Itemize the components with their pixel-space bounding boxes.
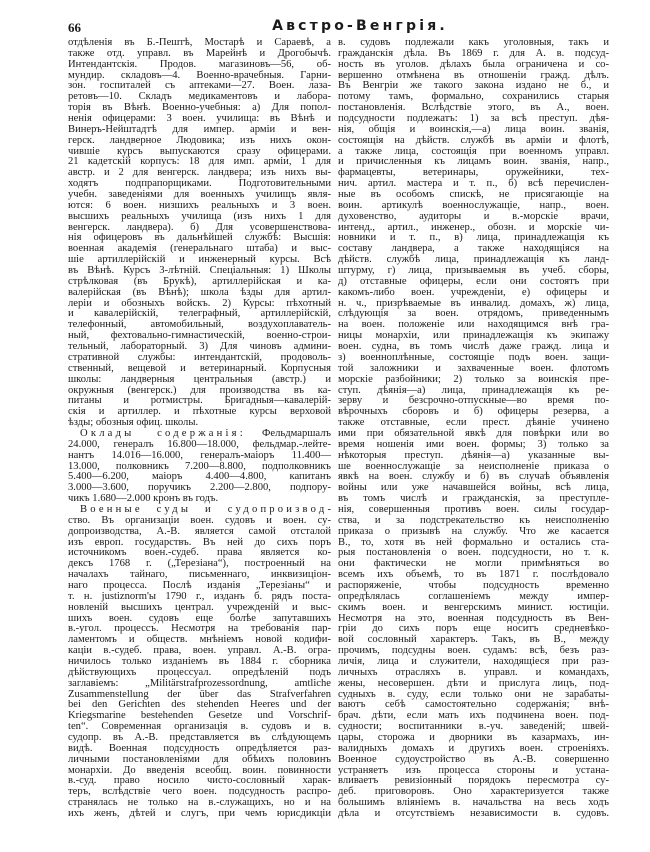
text-line: дѣла и отсутствіемъ независимости в. судовъ. (338, 808, 609, 820)
paragraph (68, 38, 331, 429)
text-line: деб. приговоровъ. Оно характеризуется также (338, 786, 609, 798)
text-line: ретовъ—10. Складъ медикаментовъ и лабора- (68, 91, 331, 103)
text-line: источникомъ воен.-судеб. права является ко- (68, 547, 331, 559)
text-line: личными постановленіями для обѣихъ половинъ (68, 753, 331, 765)
text-line: вершенно отмѣнена въ отношеніи гражд. дѣлъ. (338, 69, 609, 81)
text-line: въ Вѣнѣ. Курсъ 3-лѣтній. Спеціальныя: 1) Школы (68, 265, 331, 277)
text-line: зерву и безсрочно-отпускные—во время по- (338, 395, 609, 407)
text-line: они фактически не могли примѣняться во (338, 558, 609, 570)
text-line: новленій высшихъ централ. учрежденій и выс- (68, 601, 331, 613)
text-line: той заложники и захваченные воен. флотомъ (338, 362, 609, 374)
text-line: большимъ вліяніемъ в. начальства на весь ходъ (338, 797, 609, 809)
text-line: личныхъ отрасляхъ в. управл. и командахъ, (338, 666, 609, 678)
text-line: приказа о призывѣ на службу. Что же касается (338, 525, 609, 537)
text-line: шихъ воен. судовъ еще болѣе запутавшихъ (68, 612, 331, 624)
text-line: вливаетъ ревизіонный порядокъ пересмотра су- (338, 775, 609, 787)
text-line: судности; воспитанники в.-уч. заведеній; швей- (338, 721, 609, 733)
text-line: ходятъ подпрапорщиками. Подготовительными (68, 178, 331, 190)
text-line: ницы монархіи, или принадлежащія къ экипажу (338, 330, 609, 342)
text-line: высшихъ реальныхъ училища (изъ нихъ 1 для (68, 210, 331, 222)
text-line: В., то, хотя въ ней формально и остались ста- (338, 536, 609, 548)
text-line: нич. артил. мастера и т. п., б) всѣ перечислен- (338, 178, 609, 190)
text-line: стрѣлковая (въ Брукѣ), артиллерійская и ка- (68, 275, 331, 287)
text-line: теръ, вслѣдствіе чего воен. подсудность распро- (68, 786, 331, 798)
text-line: нантъ 14.016—16.000, генералъ-маіоръ 11.400— (68, 449, 331, 461)
text-line: морскіе разбойники; 2) только за воинскія пре- (338, 373, 609, 385)
text-line: штурму, г) лица, призываемыя въ учеб. сборы, (338, 265, 609, 277)
text-line: торія въ Вѣнѣ. Военно-учебныя: а) Для попол- (68, 102, 331, 114)
text-line: гріи до сихъ поръ еще носитъ средневѣко- (338, 623, 609, 635)
text-line: видѣ. Военная подсудность опредѣляется раз- (68, 742, 331, 754)
text-line: заглавіемъ: „Militärstrafprozessordnung, amtliche (68, 677, 331, 689)
text-line: опредѣлялась соглашеніемъ между импер- (338, 590, 609, 602)
text-line: какомъ-либо воен. учрежденіи, е) офицеры и (338, 286, 609, 298)
text-line: началахъ тайнаго, письменнаго, инквизиціон- (68, 569, 331, 581)
text-line: и причисленныя къ лицамъ воин. званія, напр., (338, 156, 609, 168)
text-line: питаны и ротмистры. Бригадныя—кавалерій- (68, 395, 331, 407)
text-line: ность въ уголов. дѣлахъ была ограничена и со- (338, 58, 609, 70)
text-line: ихъ женъ, дѣтей и слугъ, при чемъ юрисдикціи (68, 808, 331, 820)
text-line: нія, общія и воинскія,—а) лица воин. званія, (338, 123, 609, 135)
text-line: военная академія (генеральнаго штаба) и выс- (68, 243, 331, 255)
text-line: ше военнослужащіе за неисполненіе приказа о (338, 460, 609, 472)
text-line: также отд. управл. въ Марейнѣ и Дрогобычѣ. (68, 47, 331, 59)
text-line: странялась не только на в.-служащихъ, но и на (68, 797, 331, 809)
text-line: дѣйств. службѣ лица, принадлежащія къ ланд- (338, 254, 609, 266)
text-line: устраняетъ изъ процесса стороны и устана- (338, 764, 609, 776)
text-line: судныхъ в. суду, если только они не зарабаты- (338, 688, 609, 700)
text-line: явкѣ на воен. службу и б) въ случаѣ объявленія (338, 471, 609, 483)
text-line: чившіе курсъ выпускаются сразу офицерами. (68, 145, 331, 157)
text-line: стративной службы: интендантскій, продоволь- (68, 351, 331, 363)
text-line: венгерск. ландвера). б) Для усовершенствова- (68, 221, 331, 233)
text-line: составу ландвера, а также находящіяся на (338, 243, 609, 255)
page-number: 66 (68, 20, 81, 35)
text-line: допроизводства, А.-В. является самой отсталой (68, 525, 331, 537)
text-line: а также лица, состоящія при военномъ управл. (338, 145, 609, 157)
running-title: Австро-Венгрія. (272, 18, 448, 34)
text-line: духовенство, аудиторы и в.-морскіе врачи, (338, 210, 609, 222)
text-line: австр. и 2 для венгерск. ландвера; изъ нихъ вы- (68, 167, 331, 179)
text-line: новники и т. п., в) лица, принадлежащія къ (338, 232, 609, 244)
text-line: ственный, вещевой и ветеринарный. Корпусныя (68, 362, 331, 374)
text-line: Несмотря на это, военная подсудность въ Вен- (338, 612, 609, 624)
text-line: валидныхъ домахъ и другихъ воен. строеніяхъ. (338, 742, 609, 754)
text-line: з) военноплѣнные, состоящіе подъ воен. защи- (338, 351, 609, 363)
text-line: ten“. Современная организація в. судовъ и в. (68, 721, 331, 733)
text-line: постановленія. Вслѣдствіе этого, въ А., воен. (338, 102, 609, 114)
text-line: вѣрочныхъ сборовъ и б) офицеры резерва, а (338, 406, 609, 418)
text-line: окружныя (венгерск.) для производства въ ка- (68, 384, 331, 396)
text-line: леріи и обозныхъ войскъ. 2) Курсы: пѣхотный (68, 297, 331, 309)
text-line: потому тамъ, формально, сохранились старыя (338, 91, 609, 103)
text-line: подсудности подлежатъ: 1) за всѣ преступ. дѣя- (338, 113, 609, 125)
text-line: фармацевты, ветеринары, оружейники, тех- (338, 167, 609, 179)
text-line: вой сословный характеръ. Такъ, въ В., между (338, 634, 609, 646)
text-line: состоящія на дѣйств. службѣ въ арміи и флотѣ, (338, 134, 609, 146)
text-line: судопр. въ А.-В. представляется въ слѣдующемъ (68, 732, 331, 743)
text-line: школы: ландверныя центральныя (австр.) и (68, 373, 331, 385)
paragraph (68, 429, 331, 505)
text-line: учебн. заведеніями для военныхъ училищъ явля- (68, 189, 331, 201)
paragraph (68, 505, 331, 820)
right-column (338, 38, 609, 820)
text-line: ими при обязательной явкѣ для повѣрки или во (338, 427, 609, 439)
text-line: также отставные, если прест. дѣяніе учинено (338, 417, 609, 429)
text-line: въ томъ числѣ и гражданскія, за преступле- (338, 493, 609, 505)
text-line: герск. ландверное Людовика; изъ нихъ окон- (68, 134, 331, 146)
text-line: ламентомъ и обществ. мнѣніемъ новой кодифи- (68, 634, 331, 646)
text-line: д) отставные офицеры, если они состоятъ при (338, 275, 609, 287)
text-line: монархіи. До введенія всеобщ. воин. повинности (68, 764, 331, 776)
text-line: брач. дѣти, если мать ихъ подчинена воен. под- (338, 710, 609, 722)
text-line: зон. госпиталей съ аптеками—27. Воен. лаза- (68, 80, 331, 92)
text-line: нія, совершенныя противъ воен. силы государ- (338, 503, 609, 515)
text-line: Въ Венгріи же такого закона издано не б., и (338, 80, 609, 92)
text-line: ются: 6 воен. низшихъ реальныхъ и 3 воен. (68, 199, 331, 211)
text-line: ваютъ себѣ самостоятельно содержанія; внѣ- (338, 699, 609, 711)
text-line: каціи в.-судеб. права, воен. управл. А.-В. огра- (68, 645, 331, 657)
text-line: интенд., артил., инженер., обозн. и морскіе чи- (338, 221, 609, 233)
text-line: телефонный, автомобильный, воздухоплаватель- (68, 319, 331, 331)
text-line: 3.000—3.600, поручикъ 2.200—2.800, подпору- (68, 482, 331, 494)
text-line: воен. судна, въ томъ числѣ даже гражд. лица и (338, 341, 609, 353)
text-line: на воен. положеніе или находящимся внѣ гра- (338, 319, 609, 331)
text-line: скія и артиллер. и пѣхотные курсы верховой (68, 406, 331, 418)
text-line: гражданскія дѣла. Въ 1869 г. для А. в. подсуд- (338, 47, 609, 59)
text-line: 24.000, генералъ 16.800—18.000, фельдмар.-лейте- (68, 438, 331, 450)
text-line: мундир. складовъ—4. Военно-врачебныя. Гарни- (68, 69, 331, 81)
text-line: 13.000, полковникъ 7.200—8.800, подполковникъ (68, 460, 331, 472)
left-column (68, 38, 331, 820)
text-line: в. судовъ подлежали какъ уголовныя, такъ и (338, 37, 609, 48)
text-line: ство. Въ организаціи воен. судовъ и воен. су- (68, 514, 331, 526)
text-line: ничилось только изданіемъ въ 1884 г. сборника (68, 655, 331, 667)
text-line: bei den Gerichten des stehenden Heeres und der (68, 699, 331, 711)
text-line: ный, фехтовально-гимнастическій, военно-строи- (68, 330, 331, 342)
text-line: прочимъ, подсудны воен. судамъ: всѣ, безъ раз- (338, 645, 609, 657)
text-line: нія офицеровъ въ дальнѣйшей службѣ: Высшія: (68, 232, 331, 244)
text-line: ѣзды; обозныя офиц. школы. (68, 417, 199, 429)
text-line: отдѣленія въ Б.-Пештѣ, Мостарѣ и Сараевѣ, а (68, 37, 331, 48)
text-line: время ношенія ими воен. формы; 3) только за (338, 438, 609, 450)
text-line: войны или уже начавшейся войны, всѣ лица, (338, 482, 609, 494)
text-line: чикъ 1.680—2.000 кронъ въ годъ. (68, 493, 219, 505)
text-line: 5.400—6.200, маіоръ 4.400—4.800, капитанъ (68, 471, 331, 483)
text-line: распоряженіе, чтобы подсудность временно (338, 579, 609, 591)
text-line: слѣдующія за воен. отрядомъ, приведеннымъ (338, 308, 609, 320)
text-line: жены, несовершен. дѣти и прислуга лицъ, под- (338, 677, 609, 689)
text-line: воин. артикулѣ военнослужащіе, напр., воен. (338, 199, 609, 211)
text-line: т. н. justiznorm'ы 1790 г., изданъ б. рядъ поста- (68, 590, 331, 602)
text-line: Военное судоустройство въ А.-В. совершенно (338, 753, 609, 765)
text-line: дексъ 1768 г. („Терезіана“), построенный на (68, 558, 331, 570)
text-line: ные въ особомъ спискѣ, не присягающіе на (338, 189, 609, 201)
text-line: цары, сторожа и дворники въ казармахъ, ин- (338, 732, 609, 743)
text-line: валерійская (въ Вѣнѣ); школа ѣзды для артил- (68, 286, 331, 298)
text-line: всемъ ихъ объемѣ, то въ 1871 г. послѣдовало (338, 569, 609, 581)
text-line: дѣйствующихъ процессуал. опредѣленій подъ (68, 666, 331, 678)
text-line: ненія офицерами: 3 воен. училища: въ Вѣнѣ и (68, 113, 331, 125)
text-line: и кавалерійскій, телеграфный, артиллерійскій, (68, 308, 331, 320)
text-line: рыя постановленія о воен. подсудности, но т. к. (338, 547, 609, 559)
text-line: шіе артиллерійскій и инженерный курсы. Всѣ (68, 254, 331, 266)
text-line: Военные суды и судопроизвод- (80, 503, 331, 515)
text-line: 21 кадетскій корпусъ: 18 для имп. арміи, 1 для (68, 156, 331, 168)
paragraph (338, 38, 609, 820)
text-line: в.-суд. право носило чисто-сословный харак- (68, 775, 331, 787)
text-line: Винеръ-Нейштадтѣ для импер. арміи и вен- (68, 123, 331, 135)
text-line: наго процесса. Послѣ изданія „Терезіаны“ и (68, 579, 331, 591)
text-line: ства, и за подстрекательство къ неисполненію (338, 514, 609, 526)
text-line: н. ч., призрѣваемые въ инвалид. домахъ, ж) лица, (338, 297, 609, 309)
text-line: личія, лица и служители, находящіеся при раз- (338, 655, 609, 667)
text-line: изъ европ. государствъ. Въ ней до сихъ поръ (68, 536, 331, 548)
text-line: Оклады содержанія: Фельдмаршалъ (80, 427, 331, 439)
text-line: Интендантскія. Продов. магазиновъ—56, об- (68, 58, 331, 70)
text-line: в.-угол. процессъ. Несмотря на требованія пар- (68, 623, 331, 635)
text-line: нѣкоторыя преступ. дѣянія—а) указанные вы- (338, 449, 609, 461)
text-line: Zusammenstellung der über das Strafverfahren (68, 688, 331, 700)
text-line: тельный, лабораторный. 3) Для чиновъ админи- (68, 341, 331, 353)
text-line: скимъ воен. и венгерскимъ минист. юстиціи. (338, 601, 609, 613)
text-line: Kriegsmarine bestehenden Gesetze und Vorschrif- (68, 710, 331, 722)
text-line: ступ. дѣянія—а) лица, принадлежащія къ ре- (338, 384, 609, 396)
